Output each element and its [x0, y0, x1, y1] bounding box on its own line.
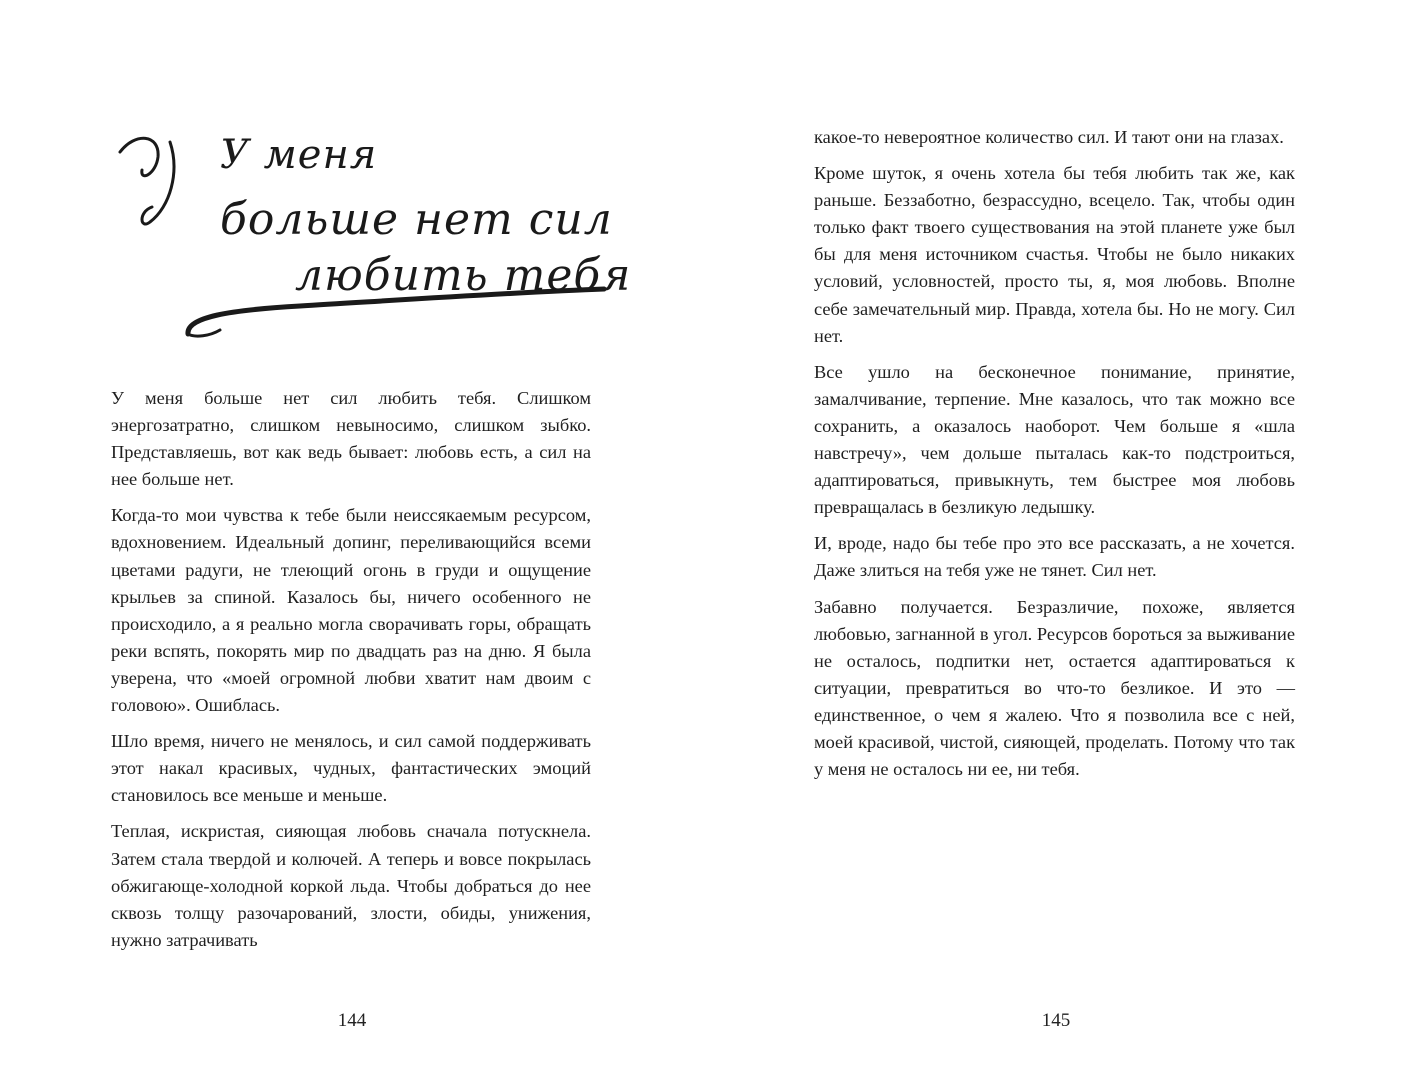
paragraph: Когда-то мои чувства к тебе были неиссякаемым ресурсом, вдохновением. Идеальный допинг, переливающийся всеми цветами радуги, не тлеющий огонь в груди и ощущение крыльев за спиной. Казалось бы, ничего особенного не происходило, а я реально могла сворачивать горы, обращать реки вспять, покорять мир по двадцать раз на дню. Я была уверена, что «моей огромной любви хватит нам двоим с головою». Ошиблась.: [111, 505, 591, 716]
paragraph: И, вроде, надо бы тебе про это все рассказать, а не хочется. Даже злиться на тебя уже не тянет. Сил нет.: [814, 533, 1295, 581]
right-page: [703, 0, 1406, 1080]
paragraph: Кроме шуток, я очень хотела бы тебя любить так же, как раньше. Беззаботно, безрассудно, всецело. Так, чтобы один только факт твоего существования на этой планете уже был бы для меня источником счастья. Чтобы не было никаких условий, условностей, просто ты, я, моя любовь. Вполне себе замечательный мир. Правда, хотела бы. Но не могу. Сил нет.: [814, 163, 1295, 346]
paragraph: какое-то невероятное количество сил. И тают они на глазах.: [814, 127, 1284, 147]
title-line-3: любить тебя: [295, 250, 632, 301]
paragraph: Забавно получается. Безразличие, похоже, является любовью, загнанной в угол. Ресурсов бороться за выживание не осталось, подпитки нет, остается адаптироваться к ситуации, превратиться во что-то безликое. И это — единственное, о чем я жалею. Что я позволила все с ней, моей красивой, чистой, сияющей, проделать. Потому что так у меня не осталось ни ее, ни тебя.: [814, 596, 1295, 780]
paragraph: Шло время, ничего не менялось, и сил самой поддерживать этот накал красивых, чудных, фантастических эмоций становилось все меньше и меньше.: [111, 731, 591, 806]
paragraph: У меня больше нет сил любить тебя. Слишком энергозатратно, слишком невыносимо, слишком зыбко. Представляешь, вот как ведь бывает: любовь есть, а сил на нее больше нет.: [111, 388, 591, 490]
chapter-title: [100, 112, 632, 352]
title-line-2: больше нет сил: [220, 194, 613, 245]
left-body-text: [111, 385, 591, 963]
paragraph: Все ушло на бесконечное понимание, принятие, замалчивание, терпение. Мне казалось, что так можно все сохранить, а оказалось наоборот. Чем больше я «шла навстречу», чем дольше пыталась как-то подстроиться, адаптироваться, привыкнуть, тем быстрее моя любовь превращалась в безликую ледышку.: [814, 361, 1295, 518]
page-number: 145: [1041, 1010, 1071, 1031]
paragraph: Теплая, искристая, сияющая любовь сначала потускнела. Затем стала твердой и колючей. А теперь и вовсе покрылась обжигающе-холодной коркой льда. Чтобы добраться до нее сквозь толщу разочарований, злости, обиды, унижения, нужно затрачивать: [111, 821, 591, 950]
page-number: 144: [337, 1010, 367, 1031]
title-line-1: У меня: [220, 132, 378, 178]
right-body-text: [814, 124, 1295, 792]
